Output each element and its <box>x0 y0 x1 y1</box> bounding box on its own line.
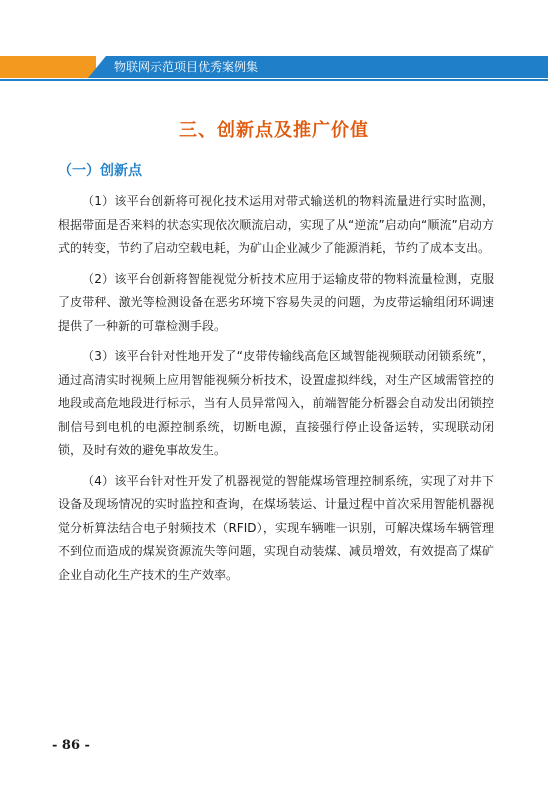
section-title: 三、创新点及推广价值 <box>179 120 369 141</box>
banner-title: 物联网示范项目优秀案例集 <box>114 60 259 74</box>
banner-orange-block <box>0 56 96 78</box>
header-banner <box>0 56 548 78</box>
paragraph: （3）该平台针对性地开发了“皮带传输线高危区域智能视频联动闭锁系统”，通过高清实时视频上应用智能视频分析技术，设置虚拟绊线，对生产区域需管控的地段或高危地段进行标示，当有人员异常闯入，前端智能分析器会自动发出闭锁控制信号到电机的电源控制系统，切断电源，直接强行停止设备运转，实现联动闭锁，及时有效的避免事故发生。 <box>58 349 494 457</box>
subsection-heading: （一）创新点 <box>58 163 142 179</box>
page-number: - 86 - <box>52 738 90 753</box>
body-content <box>58 190 494 594</box>
paragraph: （1）该平台创新将可视化技术运用对带式输送机的物料流量进行实时监测，根据带面是否来料的状态实现依次顺流启动，实现了从“逆流”启动向“顺流”启动方式的转变，节约了启动空载电耗，为矿山企业减少了能源消耗，节约了成本支出。 <box>58 194 494 255</box>
paragraph: （4）该平台针对性开发了机器视觉的智能煤场管理控制系统，实现了对井下设备及现场情况的实时监控和查询，在煤场装运、计量过程中首次采用智能机器视觉分析算法结合电子射频技术（RFID），实现车辆唯一识别，可解决煤场车辆管理不到位而造成的煤炭资源流失等问题，实现自动装煤、减员增效，有效提高了煤矿企业自动化生产技术的生产效率。 <box>58 473 494 582</box>
banner-rule <box>0 79 548 81</box>
paragraph: （2）该平台创新将智能视觉分析技术应用于运输皮带的物料流量检测，克服了皮带秤、激光等检测设备在恶劣环境下容易失灵的问题，为皮带运输组闭环调速提供了一种新的可靠检测手段。 <box>58 271 494 333</box>
